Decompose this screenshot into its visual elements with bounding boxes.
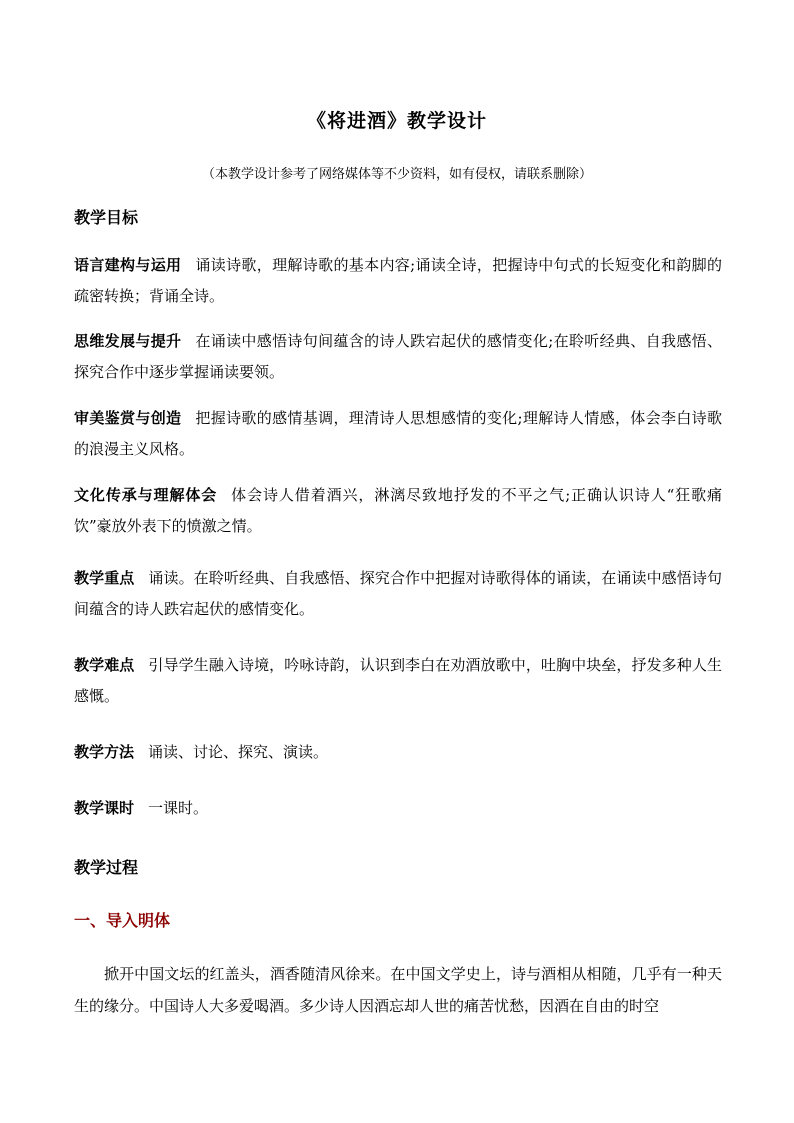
- objective-text: 诵读诗歌，理解诗歌的基本内容;诵读全诗，把握诗中句式的长短变化和韵脚的疏密转换；背诵全诗。: [74, 256, 722, 305]
- objective-aesthetics: [74, 403, 722, 465]
- objective-text: 在诵读中感悟诗句间蕴含的诗人跌宕起伏的感情变化;在聆听经典、自我感悟、探究合作中逐步掌握诵读要领。: [74, 332, 722, 381]
- difficulty-label: 教学难点: [74, 656, 135, 674]
- key-point-label: 教学重点: [74, 569, 135, 587]
- teaching-hours: [74, 793, 722, 824]
- key-point: [74, 563, 722, 625]
- hours-text: 一课时。: [148, 799, 209, 817]
- hours-label: 教学课时: [74, 799, 135, 817]
- difficulty: [74, 650, 722, 712]
- objective-label: 思维发展与提升: [74, 332, 182, 350]
- objective-culture: [74, 480, 722, 542]
- key-point-text: 诵读。在聆听经典、自我感悟、探究合作中把握对诗歌得体的诵读，在诵读中感悟诗句间蕴含的诗人跌宕起伏的感情变化。: [74, 569, 722, 618]
- copyright-note: （本教学设计参考了网络媒体等不少资料，如有侵权，请联系删除）: [201, 167, 592, 182]
- objective-text: 把握诗歌的感情基调，理清诗人思想感情的变化;理解诗人情感，体会李白诗歌的浪漫主义风格。: [74, 409, 722, 458]
- method-text: 诵读、讨论、探究、演读。: [148, 743, 329, 761]
- process-heading: 教学过程: [74, 858, 139, 877]
- objective-label: 语言建构与运用: [74, 256, 182, 274]
- document-title: 《将进酒》教学设计: [306, 110, 487, 132]
- objectives-heading: 教学目标: [74, 208, 139, 227]
- objective-language: [74, 250, 722, 312]
- objective-text: 体会诗人借着酒兴，淋漓尽致地抒发的不平之气;正确认识诗人“狂歌痛饮”豪放外表下的愤激之情。: [74, 486, 722, 535]
- difficulty-text: 引导学生融入诗境，吟咏诗韵，认识到李白在劝酒放歌中，吐胸中块垒，抒发多种人生感慨。: [74, 656, 722, 705]
- teaching-method: [74, 737, 722, 768]
- section-title: 一、导入明体: [74, 911, 171, 930]
- method-label: 教学方法: [74, 743, 135, 761]
- objective-label: 审美鉴赏与创造: [74, 409, 182, 427]
- objective-label: 文化传承与理解体会: [74, 486, 218, 504]
- section-body-paragraph: 掀开中国文坛的红盖头，酒香随清风徐来。在中国文学史上，诗与酒相从相随，几乎有一种天生的缘分。中国诗人大多爱喝酒。多少诗人因酒忘却人世的痛苦忧愁，因酒在自由的时空: [74, 965, 722, 1015]
- objective-thinking: [74, 326, 722, 388]
